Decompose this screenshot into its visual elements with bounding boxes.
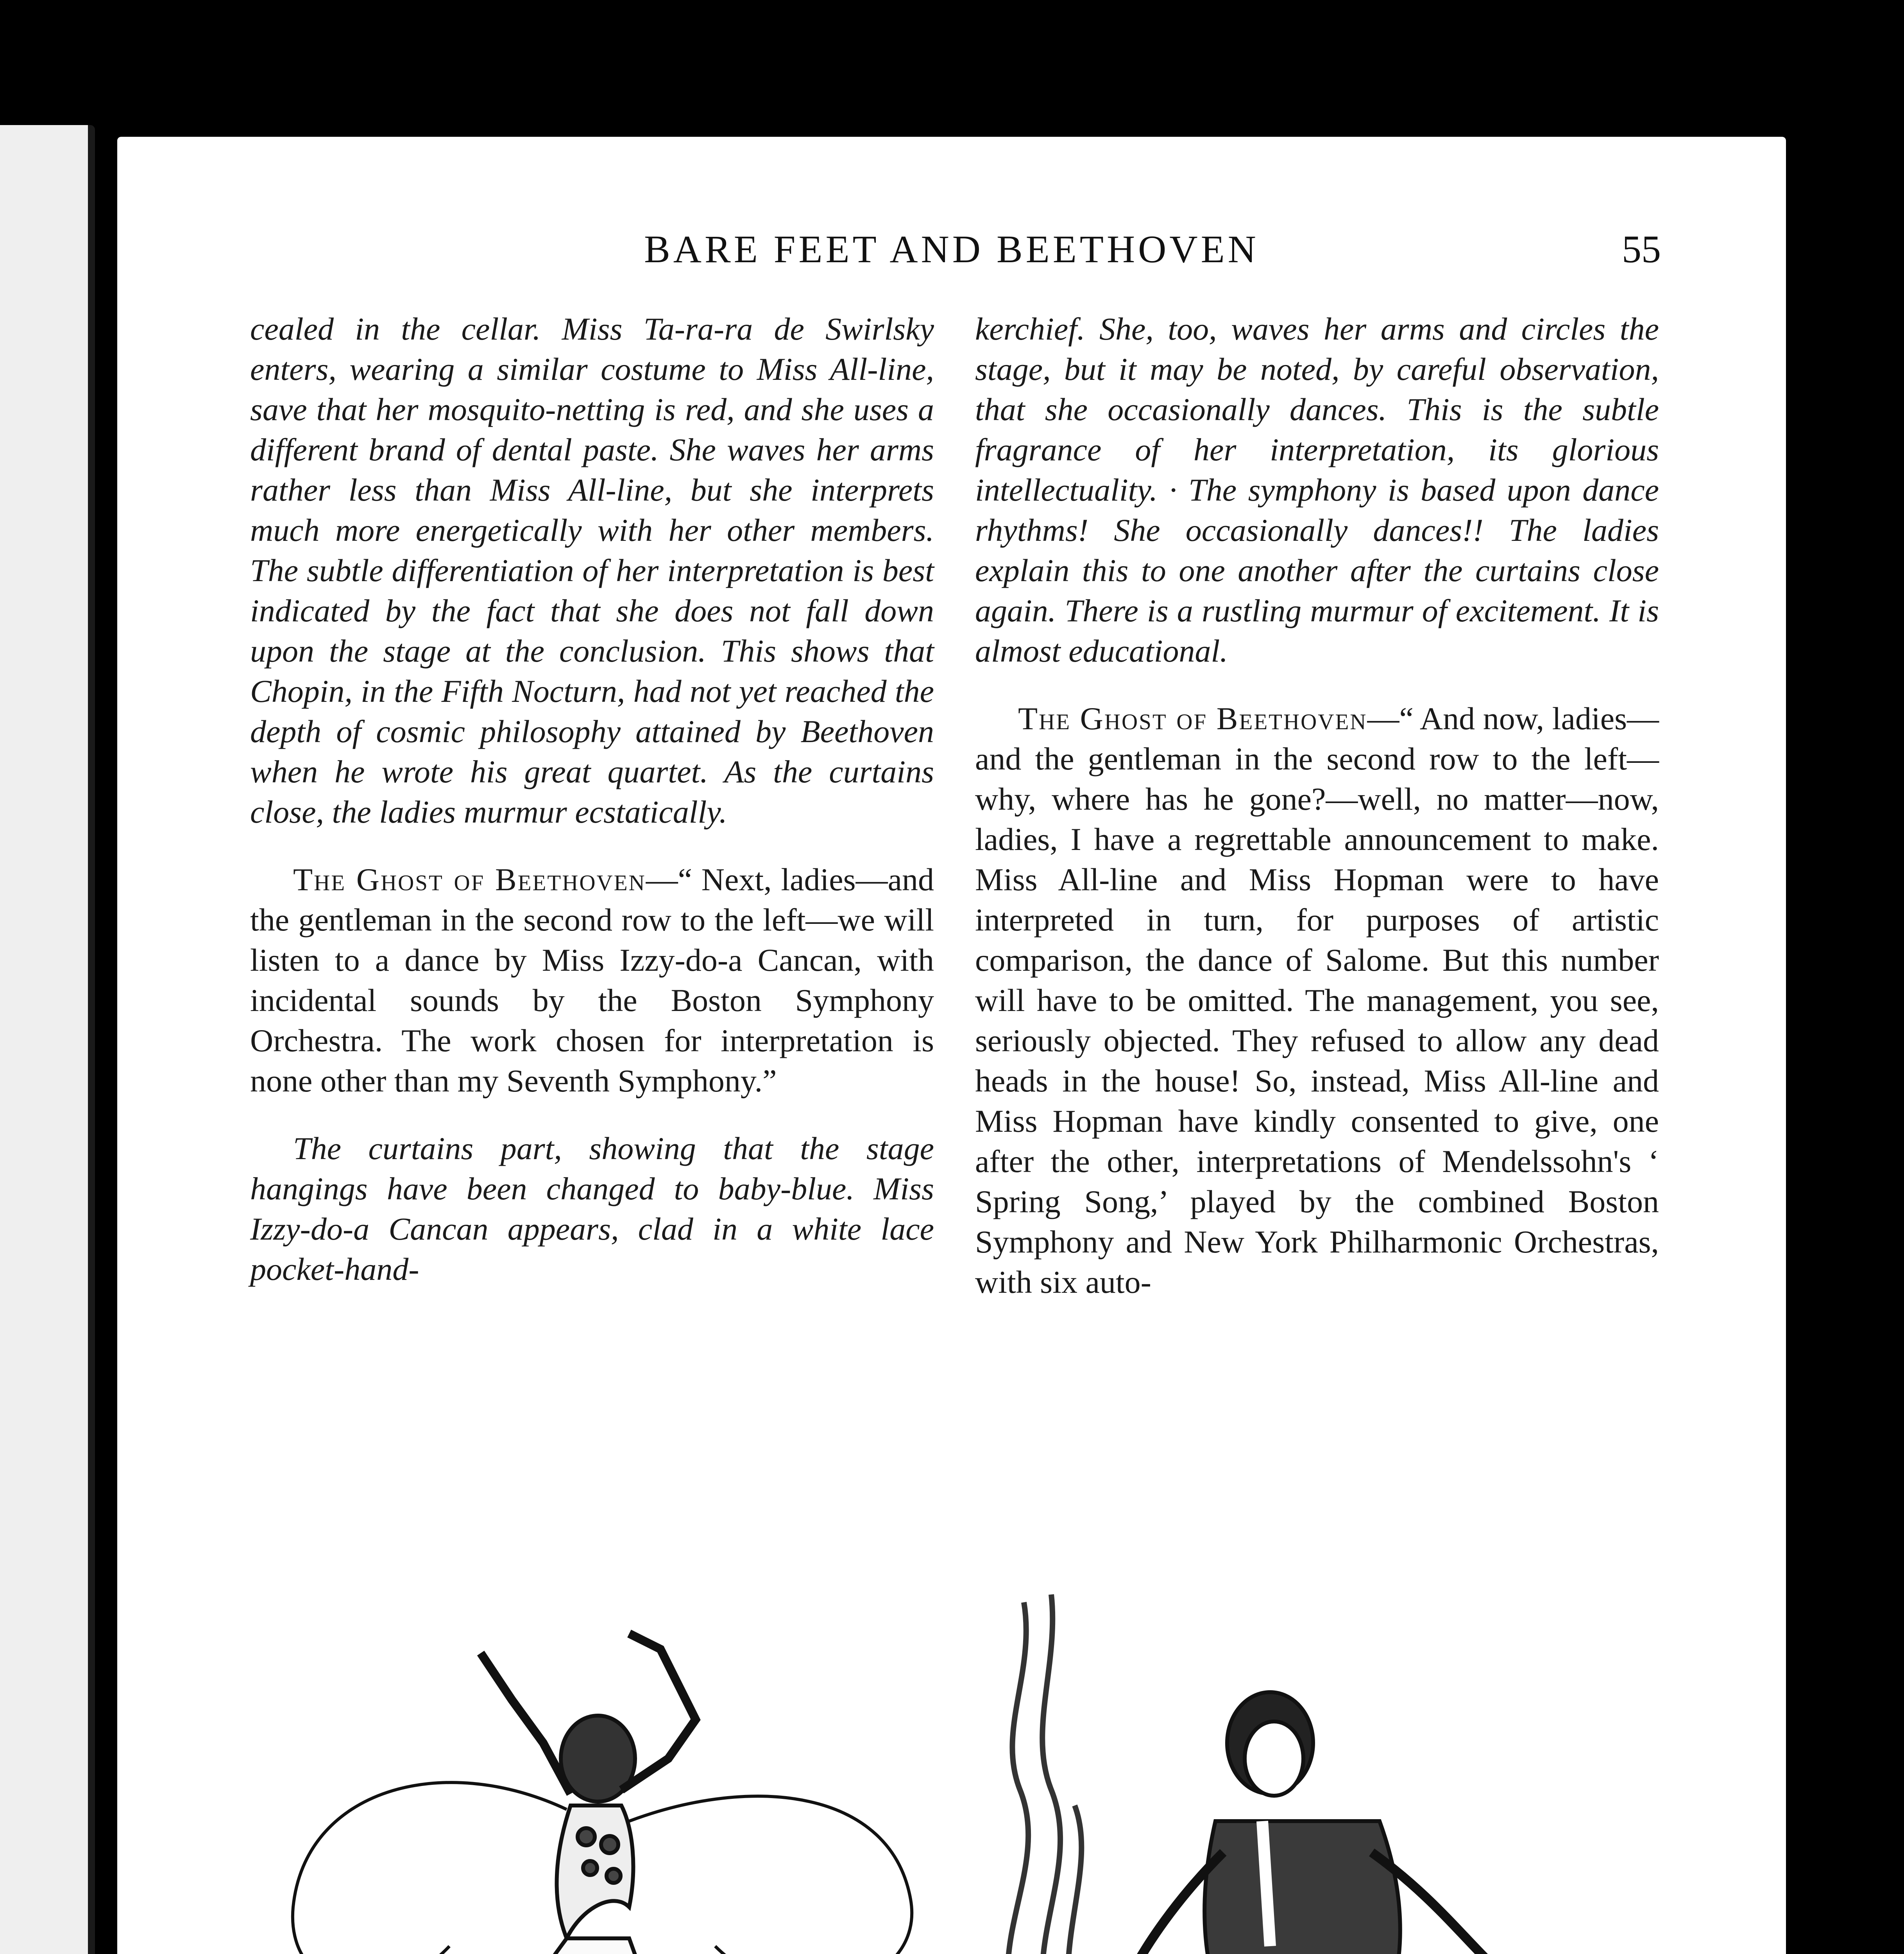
page-number: 55 (1622, 227, 1661, 271)
running-title: BARE FEET AND BEETHOVEN (644, 227, 1259, 271)
facing-page-edge (0, 125, 95, 1954)
page-header (117, 227, 1786, 281)
book-page (117, 137, 1786, 1954)
speech-text: —“ Next, ladies—and the gentleman in the second row to the left—we will listen to a dance by Miss Izzy-do-a Cancan, with incidental sounds by the Boston Symphony Orchestra. The work chosen for interpretation is none other than my Seventh Symphony.” (250, 862, 934, 1099)
dancer-and-beethoven-drawing (246, 1555, 1759, 1954)
paragraph: cealed in the cellar. Miss Ta-ra-ra de Swirlsky enters, wearing a similar costume to Miss All-line, save that her mosquito-netting is red, and she uses a different brand of dental paste. She waves her arms rather less than Miss All-line, but she interprets much more energetically with her other members. The subtle differentiation of her interpretation is best indicated by the fact that she does not fall down upon the stage at the conclusion. This shows that Chopin, in the Fifth Nocturn, had not yet reached the depth of cosmic philosophy attained by Beethoven when he wrote his great quartet. As the curtains close, the ladies murmur ecstatically. (250, 311, 934, 830)
left-column (250, 309, 934, 1317)
speaker-name: The Ghost of Beethoven (1018, 701, 1367, 736)
illustration (246, 1555, 1759, 1954)
paragraph (250, 859, 934, 1101)
beethoven-figure (1106, 1692, 1516, 1954)
paragraph: The curtains part, showing that the stage hangings have been changed to baby-blue. Miss Izzy-do-a Cancan appears, clad in a white lace pocket-hand- (250, 1131, 934, 1287)
speaker-name: The Ghost of Beethoven (293, 862, 646, 897)
speech-text: —“ And now, ladies—and the gentleman in the second row to the left—why, where has he gone?—well, no matter—now, ladies, I have a regrettable announcement to make. Miss All-line and Miss Hopman were to have interpreted in turn, for purposes of artistic comparison, the dance of Salome. But this number will have to be omitted. The management, you see, seriously objected. They refused to allow any dead heads in the house! So, instead, Miss All-line and Miss Hopman have kindly consented to give, one after the other, interpretations of Mendelssohn's ‘ Spring Song,’ played by the combined Boston Symphony and New York Philharmonic Orchestras, with six auto- (975, 701, 1659, 1300)
paragraph (975, 698, 1659, 1302)
smoke (1008, 1594, 1083, 1954)
dancer-figure (293, 1634, 912, 1954)
right-column (975, 309, 1659, 1330)
paragraph: kerchief. She, too, waves her arms and circles the stage, but it may be noted, by careful observation, that she occasionally dances. This is the subtle fragrance of her interpretation, its glorious intellectuality. · The symphony is based upon dance rhythms! She occasionally dances!! The ladies explain this to one another after the curtains close again. There is a rustling murmur of excitement. It is almost educational. (975, 311, 1659, 669)
